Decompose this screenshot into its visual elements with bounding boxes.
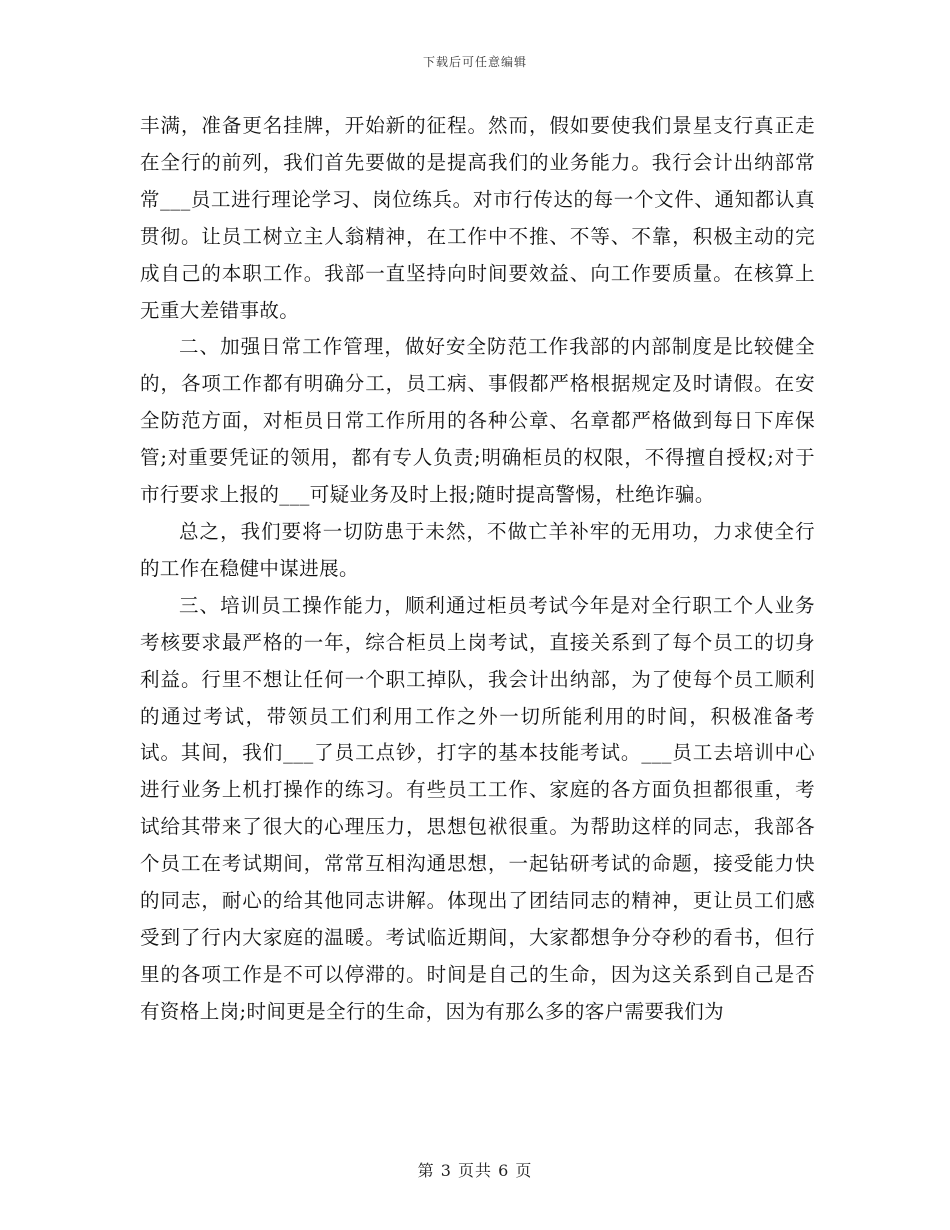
page-header: 下载后可任意编辑 xyxy=(422,55,527,69)
paragraph-continuation: 丰满，准备更名挂牌，开始新的征程。然而，假如要使我们景星支行真正走在全行的前列，我们首先要做的是提高我们的业务能力。我行会计出纳部常常___员工进行理论学习、岗位练兵。对市行传达的每一个文件、通知都认真贯彻。让员工树立主人翁精神，在工作中不推、不等、不靠，积极主动的完成自己的本职工作。我部一直坚持向时间要效益、向工作要质量。在核算上无重大差错事故。 xyxy=(140,114,815,322)
paragraph-section-two: 二、加强日常工作管理，做好安全防范工作我部的内部制度是比较健全的，各项工作都有明确分工，员工病、事假都严格根据规定及时请假。在安全防范方面，对柜员日常工作所用的各种公章、名章都严格做到每日下库保管;对重要凭证的领用，都有专人负责;明确柜员的权限，不得擅自授权;对于市行要求上报的___可疑业务及时上报;随时提高警惕，杜绝诈骗。 xyxy=(140,335,815,507)
document-body xyxy=(140,108,815,1031)
page-number: 第 3 页共 6 页 xyxy=(417,1161,533,1180)
paragraph-summary: 总之，我们要将一切防患于未然，不做亡羊补牢的无用功，力求使全行的工作在稳健中谋进展。 xyxy=(140,519,815,580)
paragraph-section-three: 三、培训员工操作能力，顺利通过柜员考试今年是对全行职工个人业务考核要求最严格的一年，综合柜员上岗考试，直接关系到了每个员工的切身利益。行里不想让任何一个职工掉队，我会计出纳部，为了使每个员工顺利的通过考试，带领员工们利用工作之外一切所能利用的时间，积极准备考试。其间，我们___了员工点钞，打字的基本技能考试。___员工去培训中心进行业务上机打操作的练习。有些员工工作、家庭的各方面负担都很重，考试给其带来了很大的心理压力，思想包袱很重。为帮助这样的同志，我部各个员工在考试期间，常常互相沟通思想，一起钻研考试的命题，接受能力快的同志，耐心的给其他同志讲解。体现出了团结同志的精神，更让员工们感受到了行内大家庭的温暖。考试临近期间，大家都想争分夺秒的看书，但行里的各项工作是不可以停滞的。时间是自己的生命，因为这关系到自己是否有资格上岗;时间更是全行的生命，因为有那么多的客户需要我们为 xyxy=(140,593,815,1023)
